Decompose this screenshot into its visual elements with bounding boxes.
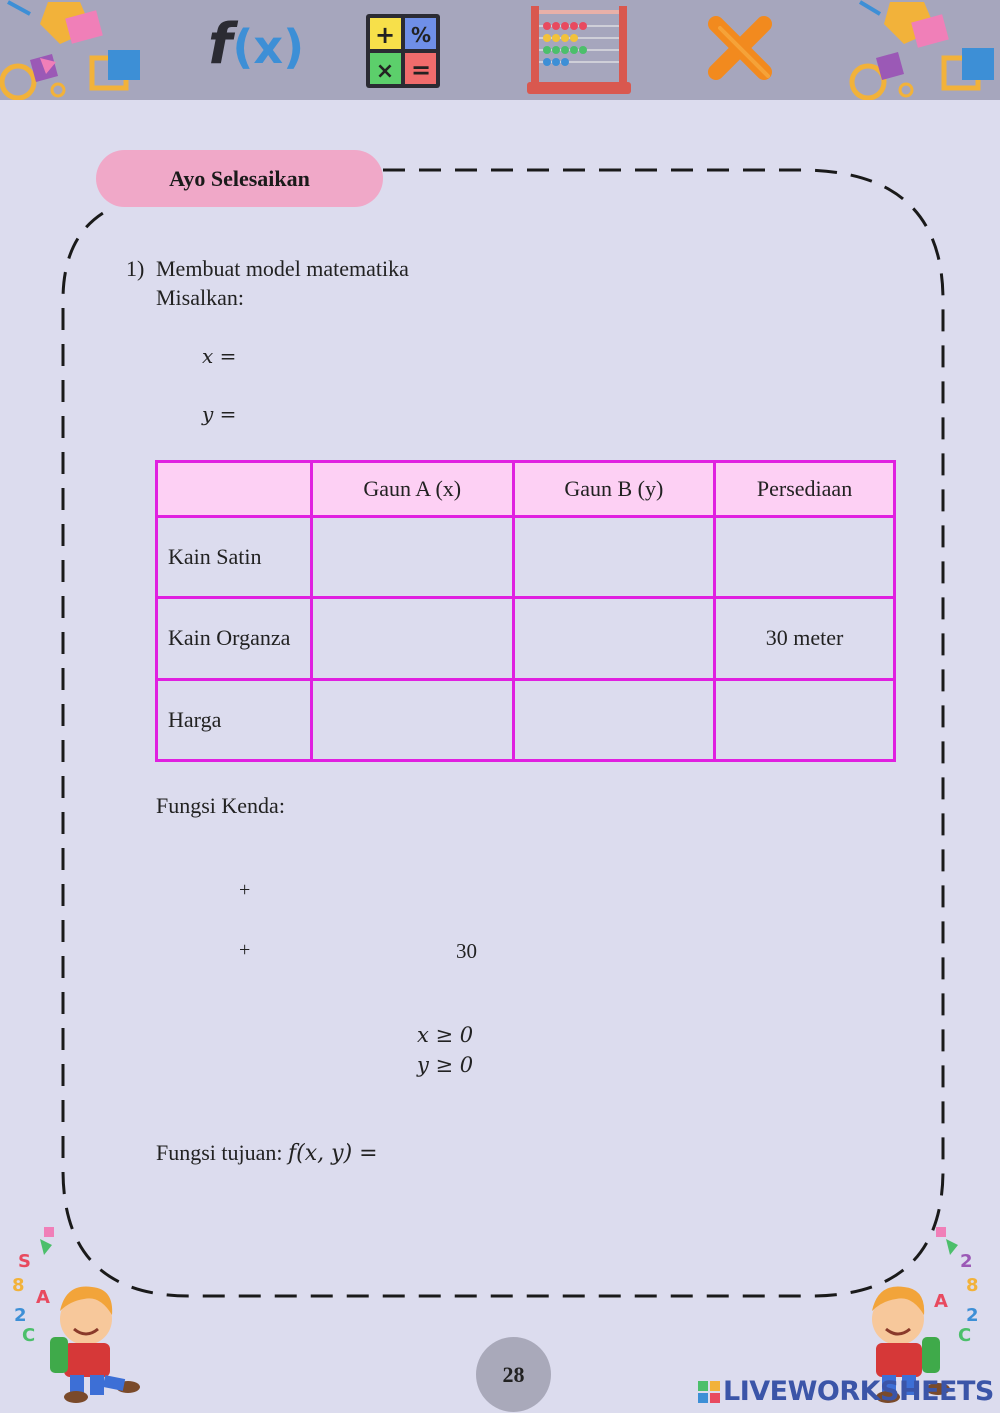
fabric-table (155, 460, 896, 762)
svg-text:+: + (374, 21, 396, 49)
table-row (157, 517, 895, 598)
liveworksheets-icon (698, 1381, 720, 1403)
cell-harga-a[interactable] (311, 679, 513, 760)
svg-text:2: 2 (966, 1305, 979, 1326)
objective-function (156, 1140, 378, 1166)
function-fx-icon: f(x) (208, 12, 305, 77)
constraints-label: Fungsi Kenda: (156, 793, 285, 818)
svg-text:×: × (375, 59, 395, 84)
cell-satin-b[interactable] (513, 517, 715, 598)
section-title: Ayo Selesaikan (169, 165, 310, 191)
liveworksheets-logo (698, 1376, 994, 1407)
svg-text:C: C (22, 1325, 36, 1346)
nonneg-x: x ≥ 0 (417, 1023, 474, 1047)
svg-text:2: 2 (960, 1251, 973, 1272)
svg-text:=: = (410, 56, 432, 84)
constraint-plus-2: + (239, 939, 251, 961)
table-row (157, 679, 895, 760)
svg-text:8: 8 (966, 1275, 979, 1296)
section-title-pill (96, 150, 383, 207)
header-gaun-a: Gaun A (x) (311, 462, 513, 517)
svg-text:%: % (410, 23, 432, 47)
y-definition[interactable]: y = (202, 402, 237, 426)
svg-text:A: A (36, 1287, 50, 1308)
cell-harga-stock[interactable] (715, 679, 895, 760)
x-definition[interactable]: x = (202, 344, 237, 368)
kid-mascot-left-icon (0, 1225, 150, 1405)
svg-text:2: 2 (14, 1305, 27, 1326)
let-label: Misalkan: (156, 285, 244, 310)
constraint-plus-1: + (239, 879, 251, 901)
header-gaun-b: Gaun B (y) (513, 462, 715, 517)
page-number: 28 (476, 1337, 551, 1412)
svg-text:S: S (18, 1251, 31, 1272)
table-row (157, 598, 895, 679)
question-heading: Membuat model matematika (156, 256, 409, 281)
brand-text: LIVEWORKSHEETS (723, 1376, 994, 1407)
header-empty (157, 462, 312, 517)
header-persediaan: Persediaan (715, 462, 895, 517)
row-label-satin: Kain Satin (157, 517, 312, 598)
cell-organza-a[interactable] (311, 598, 513, 679)
row-label-organza: Kain Organza (157, 598, 312, 679)
nonneg-y: y ≥ 0 (417, 1053, 474, 1077)
cell-organza-b[interactable] (513, 598, 715, 679)
row-label-harga: Harga (157, 679, 312, 760)
cell-harga-b[interactable] (513, 679, 715, 760)
constraint-value-30: 30 (456, 939, 477, 963)
svg-text:C: C (958, 1325, 972, 1346)
svg-text:A: A (934, 1291, 948, 1312)
cell-satin-a[interactable] (311, 517, 513, 598)
svg-text:8: 8 (12, 1275, 25, 1296)
objective-label: Fungsi tujuan: (156, 1140, 289, 1165)
table-header-row (157, 462, 895, 517)
question-number: 1) (126, 256, 145, 281)
cell-satin-stock[interactable] (715, 517, 895, 598)
objective-expression: f(x, y) = (288, 1141, 378, 1166)
cell-organza-stock: 30 meter (715, 598, 895, 679)
